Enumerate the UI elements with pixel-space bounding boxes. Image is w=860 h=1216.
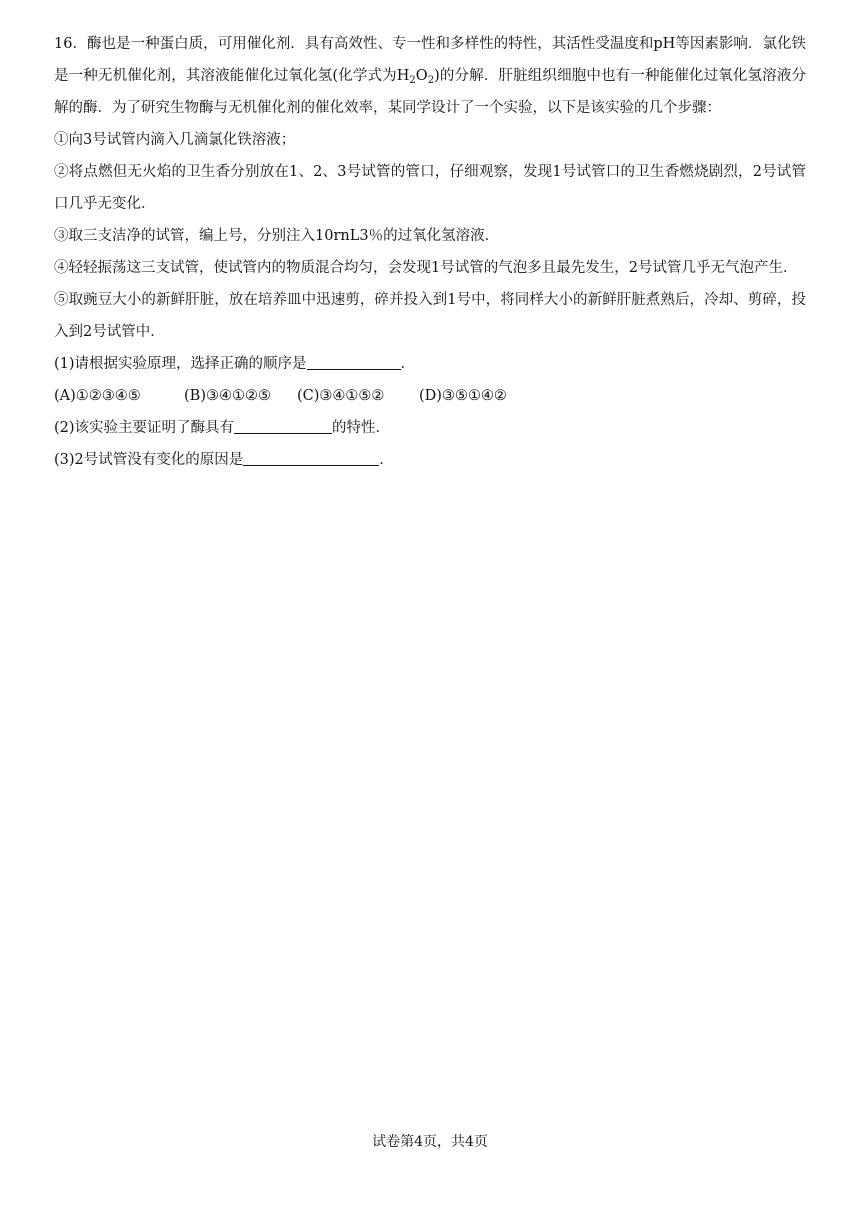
q2-suffix: 的特性． bbox=[332, 420, 391, 436]
sub-question-1 bbox=[54, 348, 806, 380]
option-c: (C)③④①⑤② bbox=[297, 388, 385, 404]
step-2: ②将点燃但无火焰的卫生香分别放在1、2、3号试管的管口，仔细观察，发现1号试管口的卫生香燃烧剧烈，2号试管口几乎无变化． bbox=[54, 164, 806, 212]
step-4: ④轻轻振荡这三支试管，使试管内的物质混合均匀，会发现1号试管的气泡多且最先发生，2号试管几乎无气泡产生． bbox=[54, 260, 798, 276]
q3-text: (3)2号试管没有变化的原因是 bbox=[54, 452, 244, 468]
q3-suffix: ． bbox=[379, 452, 394, 468]
intro-text-a: 16．酶也是一种蛋白质，可用催化剂．具有高效性、专一性和多样性的特性，其活性受温度和pH等因素影响．氯化铁是一种无机催化剂，其溶液能催化过氧化氢(化学式为H bbox=[54, 36, 806, 84]
sub-question-2 bbox=[54, 412, 806, 444]
q1-suffix: ． bbox=[400, 356, 416, 372]
intro-text-b: )的分解．肝脏组织细胞中也有一种能催化过氧化氢溶液分解的酶．为了研究生物酶与无机催化剂的催化效率，某同学设计了一个实验，以下是该实验的几个步骤： bbox=[54, 68, 806, 116]
answer-blank-1[interactable] bbox=[307, 353, 401, 370]
options-line bbox=[54, 380, 806, 412]
page-footer: 试卷第4页，共4页 bbox=[372, 1134, 488, 1150]
option-b: (B)③④①②⑤ bbox=[184, 388, 271, 404]
subscript-2b: 2 bbox=[427, 75, 435, 86]
step-3: ③取三支洁净的试管，编上号，分别注入10rnL3％的过氧化氢溶液． bbox=[54, 228, 500, 244]
sub-question-3 bbox=[54, 444, 806, 476]
answer-blank-3[interactable] bbox=[243, 449, 379, 466]
question-16 bbox=[54, 28, 806, 476]
question-intro bbox=[54, 28, 806, 124]
option-d: (D)③⑤①④② bbox=[419, 388, 507, 404]
q1-text: (1)请根据实验原理，选择正确的顺序是 bbox=[54, 356, 307, 372]
step-5: ⑤取豌豆大小的新鲜肝脏，放在培养皿中迅速剪，碎并投入到1号中，将同样大小的新鲜肝脏煮熟后，冷却、剪碎，投入到2号试管中． bbox=[54, 292, 806, 340]
step-1: ①向3号试管内滴入几滴氯化铁溶液； bbox=[54, 132, 296, 148]
q2-text: (2)该实验主要证明了酶具有 bbox=[54, 420, 235, 436]
subscript-2: 2 bbox=[409, 75, 416, 86]
intro-text-o: O bbox=[415, 68, 428, 84]
answer-blank-2[interactable] bbox=[234, 417, 332, 434]
option-a: (A)①②③④⑤ bbox=[54, 388, 141, 404]
